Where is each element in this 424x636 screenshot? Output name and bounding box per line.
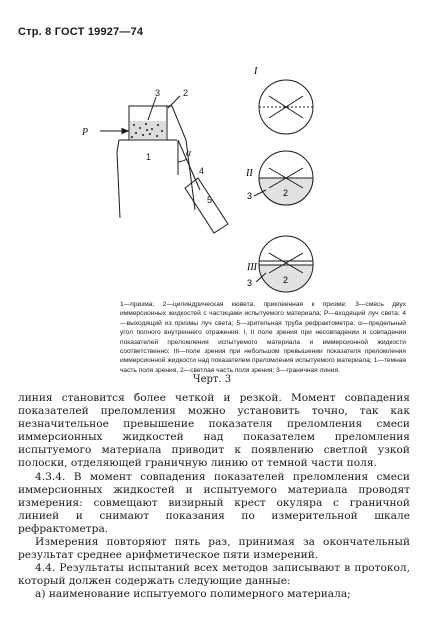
figure-caption: 1—призма; 2—цилиндрическая кювета, приклеенная к призме; 3—смесь двух иммерсионных жидкостей с частицами испытуемого материала; Р—входящий луч света; 4—выходящий из призмы луч света; 5—зрительная труба рефрактометра; α—предельный угол полного внутреннего отражения. I, II поле зрения при несовпадении и совпадении показателей преломления испытуемого материала и иммерсионной жидкости соответственно; III—поле зрения при небольшом превышении показателя преломления иммерсионной жидкости над показателем преломления испытуемого материала; 1—темная часть поля зрения, 2—светлая часть поля зрения; 3—граничная линия.	[120, 301, 406, 374]
paragraph-4-4: 4.4. Результаты испытаний всех методов записывают в протокол, который должен содержать следующие данные:	[18, 562, 410, 588]
label-view-2-boundary: 3	[247, 191, 253, 201]
label-mixture: 3	[155, 88, 161, 98]
label-outgoing-ray: 4	[199, 166, 205, 176]
field-of-view-1	[259, 80, 313, 134]
prism-apparatus	[100, 96, 228, 233]
refractometer-diagram	[0, 0, 424, 300]
label-cuvette: 2	[183, 88, 189, 98]
label-alpha: α	[186, 148, 192, 159]
prism-left-edge	[117, 140, 120, 218]
page-header: Стр. 8 ГОСТ 19927—74	[18, 26, 144, 38]
label-prism: 1	[146, 152, 152, 162]
label-view-3: III	[247, 262, 257, 273]
figure-title: Черт. 3	[192, 374, 232, 385]
label-view-1: I	[254, 66, 258, 77]
angle-arc	[178, 159, 187, 162]
label-view-3-boundary: 3	[247, 278, 253, 288]
list-item-a: а) наименование испытуемого полимерного материала;	[35, 588, 351, 601]
leader-3	[148, 97, 156, 120]
label-view-2-light: 2	[283, 188, 289, 198]
paragraph-4-3-4: 4.3.4. В момент совпадения показателей преломления смеси иммерсионных жидкостей и испытуемого материала проводят измерения: совмещают визирный крест окуляра с граничной линией и снимают показания по измерительной шкале рефрактометра.	[18, 470, 410, 535]
label-p: P	[82, 127, 89, 138]
paragraph-measurements: Измерения повторяют пять раз, принимая за окончательный результат среднее арифметическое пяти измерений.	[18, 536, 410, 562]
ray-arrow	[122, 129, 128, 134]
label-view-3-light: 2	[283, 275, 289, 285]
leader-2	[168, 96, 180, 108]
body-text	[18, 392, 410, 602]
label-telescope: 5	[207, 195, 213, 205]
paragraph-continuation: линия становится более четкой и резкой. Момент совпадения показателей преломления можно установить точно, так как незначительное превышение показателя преломления смеси иммерсионных жидкостей над показателем преломления испытуемого материала приводит к появлению светлой узкой полоски, отделяющей граничную линию от темной части поля.	[18, 392, 410, 470]
label-view-2: II	[246, 168, 253, 179]
